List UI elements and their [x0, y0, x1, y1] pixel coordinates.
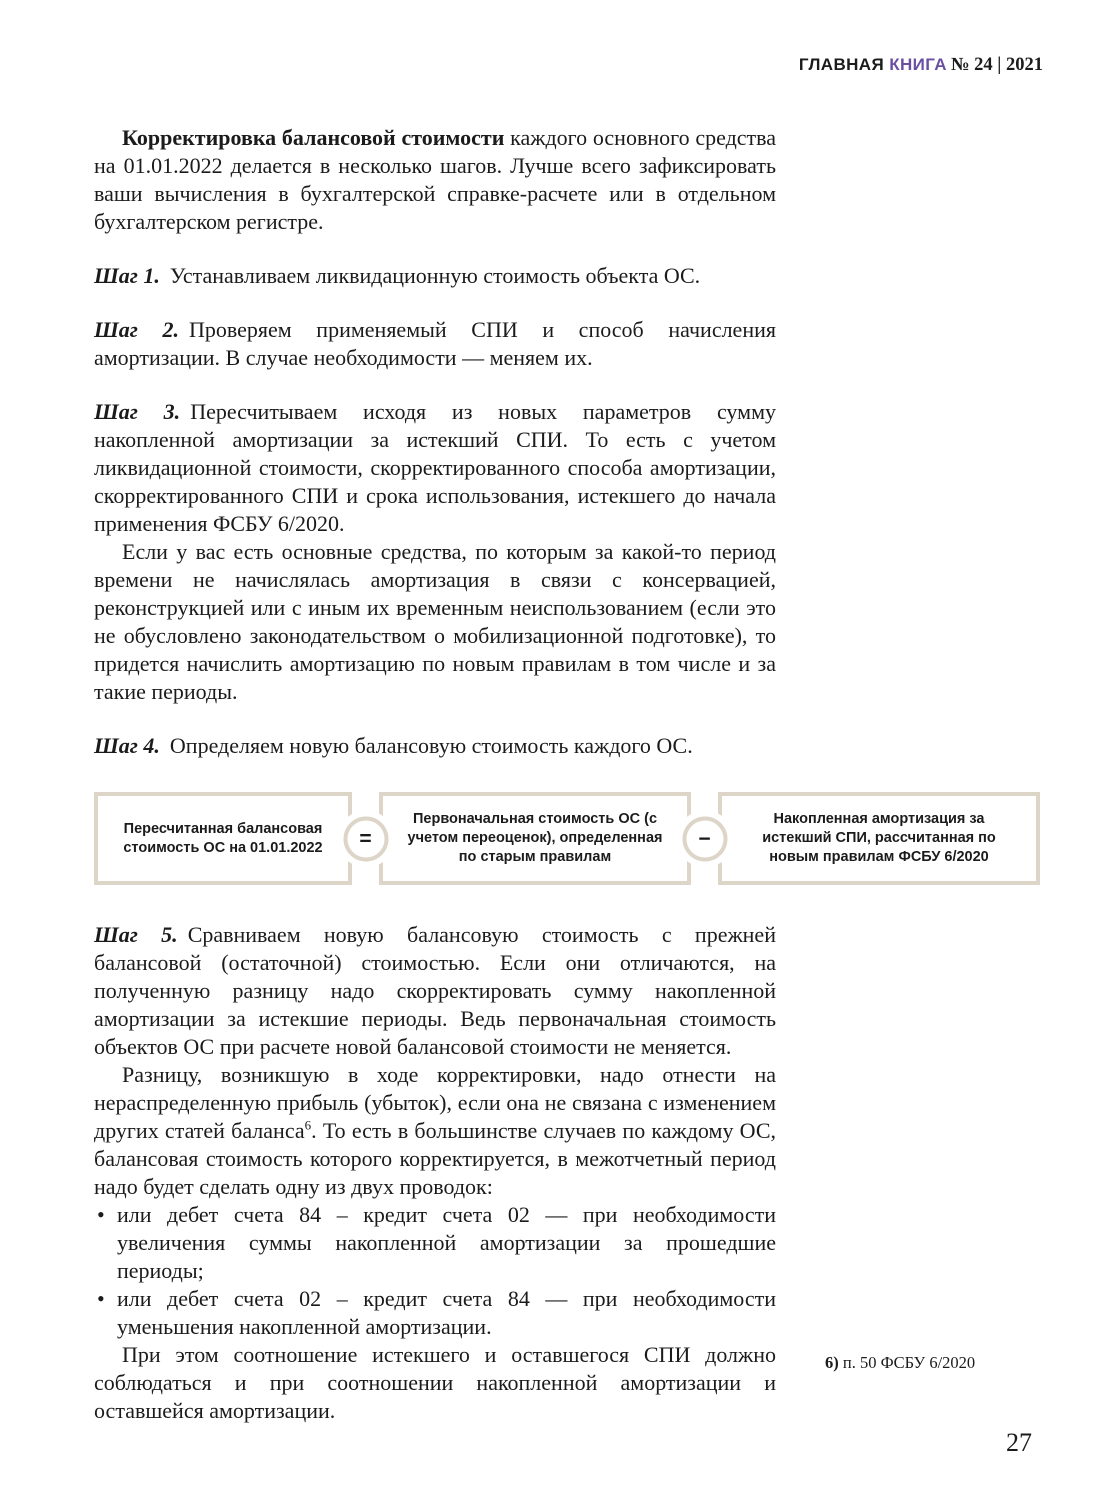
bullet-icon: • [97, 1286, 105, 1311]
footnote [825, 1353, 975, 1373]
step-4-label: Шаг 4. [94, 733, 160, 758]
intro-rest: каждого основного средства на 01.01.2022 делается в несколько шагов. Лучше всего зафиксировать ваши вычисления в бухгалтерской справке-расчете или в отдельном бухгалтерском регистре. [94, 125, 776, 234]
formula-diagram [94, 792, 1041, 885]
step-4 [94, 732, 776, 760]
formula-result-text: Пересчитанная балансовая стоимость ОС на 01.01.2022 [123, 820, 323, 856]
formula-equals-slot [352, 792, 379, 885]
footnote-text: п. 50 ФСБУ 6/2020 [838, 1353, 976, 1372]
formula-result-box [94, 792, 352, 885]
intro-paragraph [94, 124, 776, 236]
difference-text-before: Разницу, возникшую в ходе корректировки, надо отнести на нераспределенную прибыль (убыток), если она не связана с изменением других статей баланса [94, 1062, 776, 1143]
step-2 [94, 316, 776, 372]
formula-operand2-box [718, 792, 1040, 885]
minus-sign-icon: − [682, 816, 727, 861]
footnote-ref-6: 6 [304, 1117, 312, 1133]
running-head [0, 55, 1043, 76]
magazine-name-primary: ГЛАВНАЯ [798, 55, 885, 74]
step-5-text: Сравниваем новую балансовую стоимость с прежней балансовой (остаточной) стоимостью. Если они отличаются, на полученную разницу надо скорректировать сумму накопленной амортизации за истекшие периоды. Ведь первоначальная стоимость объектов ОС при расчете новой балансовой стоимости не меняется. [94, 922, 776, 1059]
step-3 [94, 398, 776, 538]
formula-operand2-text: Накопленная амортизация за истекший СПИ, рассчитанная по новым правилам ФСБУ 6/2020 [762, 811, 996, 865]
step-3-text: Пересчитываем исходя из новых параметров сумму накопленной амортизации за истекший СПИ. То есть с учетом ликвидационной стоимости, скорректированного способа амортизации, скорректированного СПИ и срока использования, истекшего до начала применения ФСБУ 6/2020. [94, 399, 776, 536]
step-1-label: Шаг 1. [94, 263, 160, 288]
ratio-paragraph: При этом соотношение истекшего и оставшегося СПИ должно соблюдаться и при соотношении накопленной амортизации и оставшейся амортизации. [94, 1342, 776, 1423]
list-item [94, 1285, 776, 1341]
magazine-name-accent: КНИГА [889, 55, 947, 74]
footnote-marker: 6) [825, 1353, 839, 1372]
posting-1-text: или дебет счета 84 – кредит счета 02 — при необходимости увеличения суммы накопленной амортизации за прошедшие периоды; [117, 1202, 776, 1283]
postings-list [94, 1201, 776, 1341]
bullet-icon: • [97, 1202, 105, 1227]
intro-bold-lead: Корректировка балансовой стоимости [122, 125, 505, 150]
step-2-label: Шаг 2. [94, 317, 179, 342]
step-3-label: Шаг 3. [94, 399, 181, 424]
step-1 [94, 262, 776, 290]
magazine-name [799, 55, 947, 74]
equals-sign-icon: = [343, 816, 388, 861]
step-1-text: Устанавливаем ликвидационную стоимость объекта ОС. [169, 263, 701, 288]
step-5 [94, 921, 776, 1061]
formula-operand1-box [379, 792, 691, 885]
step-4-text: Определяем новую балансовую стоимость каждого ОС. [169, 733, 693, 758]
step-2-text: Проверяем применяемый СПИ и способ начисления амортизации. В случае необходимости — меняем их. [94, 317, 776, 370]
formula-minus-slot [691, 792, 718, 885]
difference-paragraph [94, 1061, 776, 1201]
issue-info: № 24 | 2021 [950, 55, 1043, 75]
posting-2-text: или дебет счета 02 – кредит счета 84 — при необходимости уменьшения накопленной амортизации. [117, 1286, 776, 1339]
formula-operand1-text: Первоначальная стоимость ОС (с учетом переоценок), определенная по старым правилам [407, 811, 663, 865]
list-item [94, 1201, 776, 1285]
step-5-label: Шаг 5. [94, 922, 178, 947]
difference-text-after: . То есть в большинстве случаев по каждому ОС, балансовая стоимость которого корректируется, в межотчетный период надо будет сделать одну из двух проводок: [94, 1118, 776, 1199]
page-number: 27 [1006, 1428, 1032, 1457]
conservation-paragraph: Если у вас есть основные средства, по которым за какой-то период времени не начислялась амортизация в связи с консервацией, реконструкцией или с иным их временным неиспользованием (если это не обусловлено законодательством о мобилизационной подготовке), то придется начислить амортизацию по новым правилам в том числе и за такие периоды. [94, 539, 776, 704]
